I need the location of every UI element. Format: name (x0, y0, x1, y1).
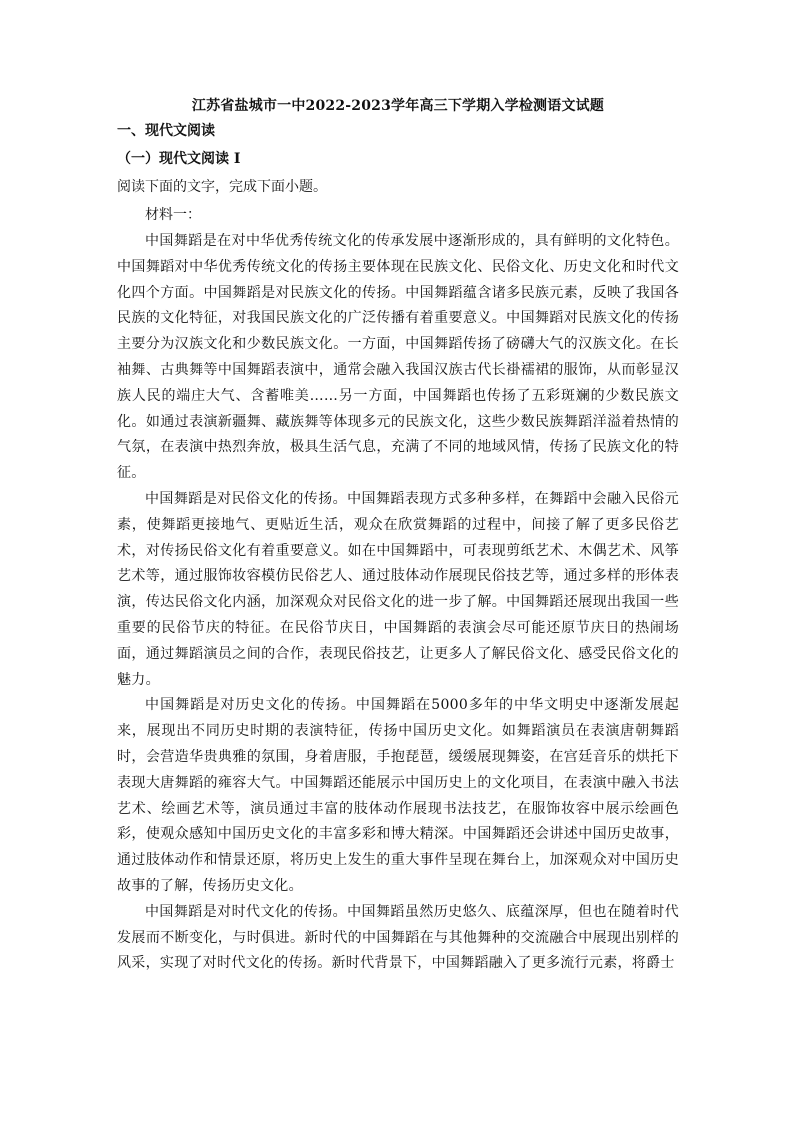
subsection-heading: （一）现代文阅读 I (117, 151, 241, 167)
paragraph-modern-culture: 中国舞蹈是对时代文化的传扬。中国舞蹈虽然历史悠久、底蕴深厚，但也在随着时代发展而不断变化，与时俱进。新时代的中国舞蹈在与其他舞种的交流融合中展现出别样的风采，实现了对时代文化的传扬。新时代背景下，中国舞蹈融入了更多流行元素，将爵士 (117, 903, 679, 972)
document-page (117, 96, 679, 977)
paragraph-ethnic-culture: 中国舞蹈是在对中华优秀传统文化的传承发展中逐渐形成的，具有鲜明的文化特色。中国舞蹈对中华优秀传统文化的传扬主要体现在民族文化、民俗文化、历史文化和时代文化四个方面。中国舞蹈是对民族文化的传扬。中国舞蹈蕴含诸多民族元素，反映了我国各民族的文化特征，对我国民族文化的广泛传播有着重要意义。中国舞蹈对民族文化的传扬主要分为汉族文化和少数民族文化。一方面，中国舞蹈传扬了磅礴大气的汉族文化。在长袖舞、古典舞等中国舞蹈表演中，通常会融入我国汉族古代长褂襦裙的服饰，从而彰显汉族人民的端庄大气、含蓄唯美……另一方面，中国舞蹈也传扬了五彩斑斓的少数民族文化。如通过表演新疆舞、藏族舞等体现多元的民族文化，这些少数民族舞蹈洋溢着热情的气氛，在表演中热烈奔放，极具生活气息，充满了不同的地域风情，传扬了民族文化的特征。 (117, 233, 679, 482)
paragraph-history-culture: 中国舞蹈是对历史文化的传扬。中国舞蹈在5000多年的中华文明史中逐渐发展起来，展现出不同历史时期的表演特征，传扬中国历史文化。如舞蹈演员在表演唐朝舞蹈时，会营造华贵典雅的氛围，身着唐服，手抱琵琶，缓缓展现舞姿，在宫廷音乐的烘托下表现大唐舞蹈的雍容大气。中国舞蹈还能展示中国历史上的文化项目，在表演中融入书法艺术、绘画艺术等，演员通过丰富的肢体动作展现书法技艺，在服饰妆容中展示绘画色彩，使观众感知中国历史文化的丰富多彩和博大精深。中国舞蹈还会讲述中国历史故事，通过肢体动作和情景还原，将历史上发生的重大事件呈现在舞台上，加深观众对中国历史故事的了解，传扬历史文化。 (117, 697, 679, 894)
section-heading: 一、现代文阅读 (117, 123, 215, 139)
material-label: 材料一： (145, 207, 201, 223)
reading-instruction: 阅读下面的文字，完成下面小题。 (117, 179, 327, 195)
paragraph-folk-culture: 中国舞蹈是对民俗文化的传扬。中国舞蹈表现方式多种多样，在舞蹈中会融入民俗元素，使舞蹈更接地气、更贴近生活，观众在欣赏舞蹈的过程中，间接了解了更多民俗艺术，对传扬民俗文化有着重要意义。如在中国舞蹈中，可表现剪纸艺术、木偶艺术、风筝艺术等，通过服饰妆容模仿民俗艺人、通过肢体动作展现民俗技艺等，通过多样的形体表演，传达民俗文化内涵，加深观众对民俗文化的进一步了解。中国舞蹈还展现出我国一些重要的民俗节庆的特征。在民俗节庆日，中国舞蹈的表演会尽可能还原节庆日的热闹场面，通过舞蹈演员之间的合作，表现民俗技艺，让更多人了解民俗文化、感受民俗文化的魅力。 (117, 490, 679, 688)
document-title: 江苏省盐城市一中2022-2023学年高三下学期入学检测语文试题 (191, 98, 605, 114)
